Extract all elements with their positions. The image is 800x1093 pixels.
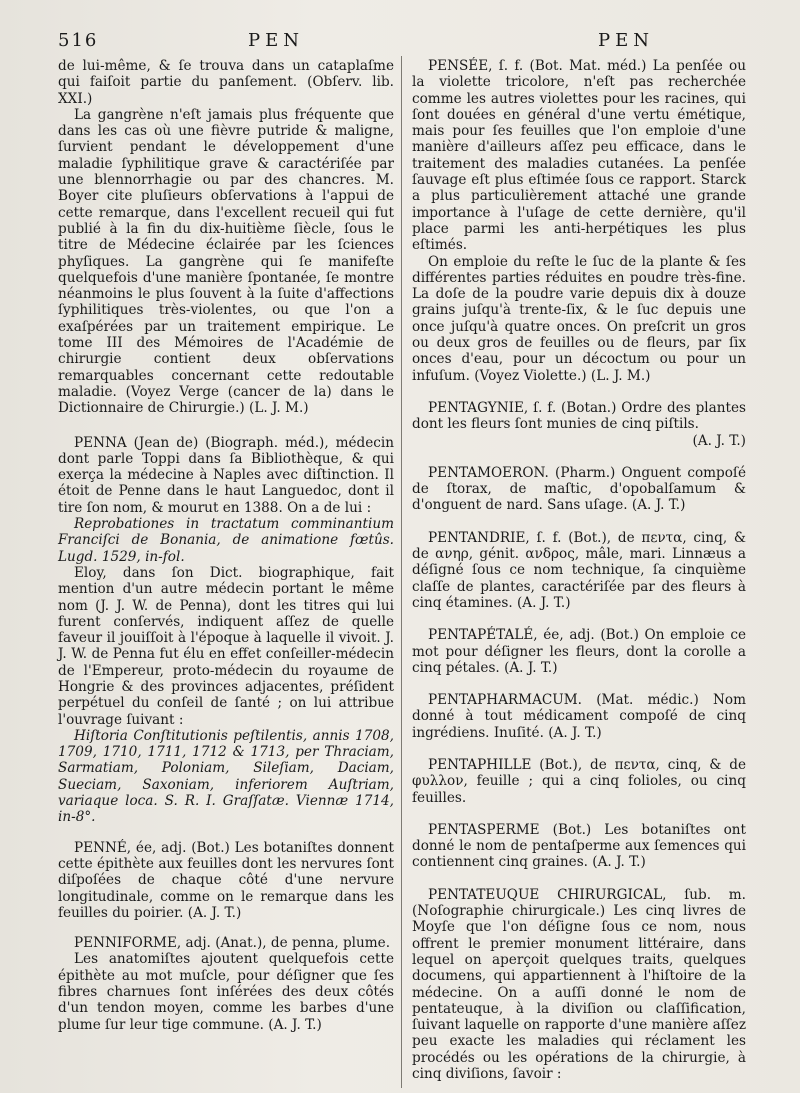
pentamoeron-paragraph: PENTAMOERON. (Pharm.) Onguent compoſé de ſtorax, de maſtic, d'opobalſamum & d'onguent de nard. Sans uſage. (A. J. T.)	[412, 464, 746, 514]
penniforme-paragraph: Les anatomiſtes ajoutent quelquefois cette épithète au mot muſcle, pour déſigner que ſes fibres charnues ſont inſérées des deux côtés d'un tendon moyen, comme les barbes d'une plume ſur leur tige commune. (A. J. T.)	[58, 951, 394, 1033]
entry-pentasperme	[412, 822, 746, 871]
entry-penniforme	[58, 935, 394, 1033]
pentagynie-paragraph: PENTAGYNIE, ſ. f. (Botan.) Ordre des plantes dont les fleurs ſont munies de cinq piſtils.	[412, 399, 746, 433]
pentateuque-paragraph: PENTATEUQUE CHIRURGICAL, ſub. m. (Noſographie chirurgicale.) Les cinq livres de Moyſe que l'on déſigne ſous ce nom, nous offrent le premier monument littéraire, dans lequel on aperçoit quelques traits, quelques documens, qui appartiennent à l'hiſtoire de la médecine. On a auſſi donné le nom de pentateuque, à la diviſion ou claſſification, ſuivant laquelle on rapporte d'une manière aſſez peu exacte les maladies qui réclament les procédés ou les opérations de la chirurgie, à cinq diviſions, ſavoir :	[412, 886, 746, 1083]
left-column	[58, 58, 394, 1033]
pentandrie-paragraph: PENTANDRIE, ſ. f. (Bot.), de πεντα, cinq, & de ανηρ, génit. ανδρος, mâle, mari. Linnæus a déſigné ſous ce nom technique, ſa cinquième claſſe de plantes, caractériſée par des fleurs à cinq étamines. (A. J. T.)	[412, 529, 746, 611]
pentasperme-paragraph: PENTASPERME (Bot.) Les botaniſtes ont donné le nom de pentaſperme aux ſemences qui contiennent cinq graines. (A. J. T.)	[412, 821, 746, 871]
pentapetale-paragraph: PENTAPÉTALÉ, ée, adj. (Bot.) On emploie ce mot pour déſigner les fleurs, dont la corolle a cinq pétales. (A. J. T.)	[412, 627, 746, 676]
continuation-text: de lui-même, & ſe trouva dans un cataplaſme qui faiſoit partie du panſement. (Obſerv. lib. XXI.)	[58, 58, 394, 107]
penna-paragraph: PENNA (Jean de) (Biograph. méd.), médecin dont parle Toppi dans ſa Bibliothèque, & qui exerça la médecine à Naples avec diſtinction. Il étoit de Penne dans le haut Languedoc, dont il tire ſon nom, & mourut en 1388. On a de lui :	[58, 434, 394, 516]
penne-paragraph: PENNÉ, ée, adj. (Bot.) Les botaniſtes donnent cette épithète aux feuilles dont les nervures ſont diſpoſées de chaque côté d'une nervure longitudinale, comme on le remarque dans les feuilles du poirier. (A. J. T.)	[58, 839, 394, 921]
penna-work-1: Reprobationes in tractatum comminantium Franciſci de Bonania, de animatione fœtûs. Lugd. 1529, in-fol.	[58, 516, 394, 565]
penna-eloy-paragraph: Eloy, dans ſon Dict. biographique, fait mention d'un autre médecin portant le même nom (J. J. W. de Penna), dont les titres qui lui furent conſervés, indiquent aſſez de quelle faveur il jouiſſoit à l'époque à laquelle il vivoit. J. J. W. de Penna fut élu en effet conſeiller-médecin de l'Empereur, proto-médecin du royaume de Hongrie & des provinces adjacentes, préſident perpétuel du conſeil de ſanté ; on lui attribue l'ouvrage ſuivant :	[58, 564, 394, 728]
entry-pentagynie	[412, 400, 746, 449]
page-number: 516	[58, 30, 99, 51]
right-column	[412, 58, 746, 1082]
entry-pensee	[412, 58, 746, 384]
column-divider	[401, 56, 402, 1088]
entry-pentateuque	[412, 887, 746, 1083]
gangrene-paragraph: La gangrène n'eſt jamais plus fréquente que dans les cas où une fièvre putride & maligne, ſurvient pendant le développement d'une maladie ſyphilitique grave & caractériſée par une blennorrhagie ou par des chancres. M. Boyer cite pluſieurs obſervations à l'appui de cette remarque, dans l'excellent recueil qui fut publié à la fin du dix-huitième ſiècle, ſous le titre de Médecine éclairée par les ſciences phyſiques. La gangrène qui ſe manifeſte quelquefois d'une manière ſpontanée, ſe montre néanmoins le plus ſouvent à la ſuite d'affections ſyphilitiques très-violentes, ou que l'on a exaſpérées par un traitement empirique. Le tome III des Mémoires de l'Académie de chirurgie contient deux obſervations remarquables concernant cette redoutable maladie. (Voyez Verge (cancer de la) dans le Dictionnaire de Chirurgie.) (L. J. M.)	[58, 106, 394, 417]
entry-penna	[58, 435, 394, 826]
pentapharmacum-paragraph: PENTAPHARMACUM. (Mat. médic.) Nom donné à tout médicament compoſé de cinq ingrédiens. Inuſité. (A. J. T.)	[412, 692, 746, 741]
entry-pentandrie	[412, 530, 746, 611]
left-running-head: PEN	[248, 30, 305, 51]
entry-pentamoeron	[412, 465, 746, 514]
entry-pentapetale	[412, 627, 746, 676]
entry-pentapharmacum	[412, 692, 746, 741]
pensee-paragraph-2: On emploie du reſte le ſuc de la plante & ſes différentes parties réduites en poudre très-fine. La doſe de la poudre varie depuis dix à douze grains juſqu'à trente-ſix, & le ſuc depuis une once juſqu'à quatre onces. On preſcrit un gros ou deux gros de feuilles ou de fleurs, par ſix onces d'eau, pour un décoctum ou pour un infuſum. (Voyez Violette.) (L. J. M.)	[412, 253, 746, 384]
penna-work-2: Hiſtoria Conſtitutionis peſtilentis, annis 1708, 1709, 1710, 1711, 1712 & 1713, per Thraciam, Sarmatiam, Poloniam, Sileſiam, Daciam, Sueciam, Saxoniam, inferiorem Auſtriam, variaque loca. S. R. I. Graſſatæ. Viennæ 1714, in-8°.	[58, 727, 394, 826]
pentagynie-signature: (A. J. T.)	[692, 432, 746, 449]
entry-penne	[58, 840, 394, 921]
penniforme-heading: PENNIFORME, adj. (Anat.), de penna, plume.	[74, 935, 391, 952]
entry-continuation	[58, 58, 394, 417]
entry-pentaphille	[412, 757, 746, 806]
pentaphille-paragraph: PENTAPHILLE (Bot.), de πεντα, cinq, & de φυλλον, feuille ; qui a cinq folioles, ou cinq feuilles.	[412, 756, 746, 806]
right-running-head: PEN	[598, 30, 655, 51]
running-header	[58, 30, 750, 54]
pensee-paragraph: PENSÉE, ſ. f. (Bot. Mat. méd.) La penſée ou la violette tricolore, n'eſt pas recherchée comme les autres violettes pour les racines, qui ſont douées en général d'une vertu émétique, mais pour ſes feuilles que l'on emploie d'une manière d'ailleurs aſſez peu efficace, dans le traitement des maladies cutanées. La penſée ſauvage eſt plus eſtimée ſous ce rapport. Starck a plus particulièrement attaché une grande importance à l'uſage de cette dernière, qu'il place parmi les anti-herpétiques les plus eſtimés.	[412, 58, 746, 254]
